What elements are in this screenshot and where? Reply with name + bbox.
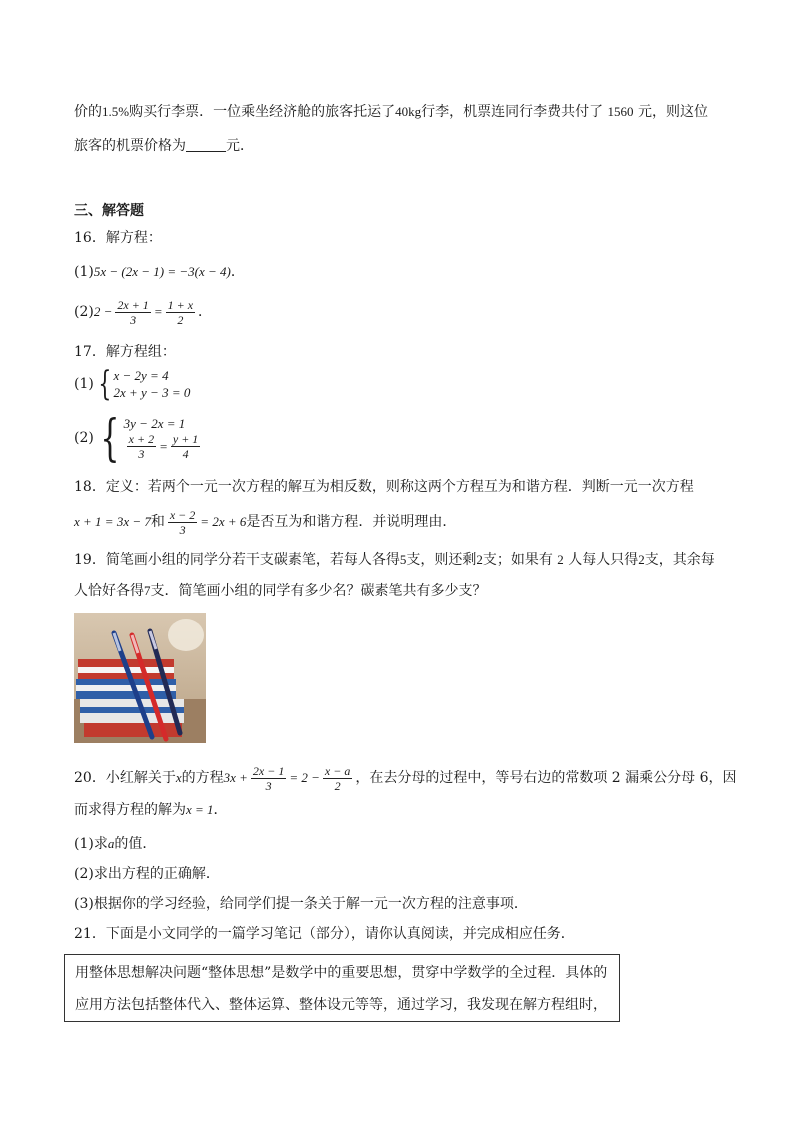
number: 2 xyxy=(557,552,564,567)
equation: x − 2y = 4 xyxy=(113,368,169,383)
q18-line-1: 18．定义：若两个一元一次方程的解互为相反数，则称这两个方程互为和谐方程．判断一元一次方程 xyxy=(74,479,694,495)
text: 支，则还剩 xyxy=(406,552,477,568)
fraction xyxy=(115,298,150,327)
denominator: 3 xyxy=(265,778,272,793)
q18-line-2 xyxy=(74,506,456,538)
number: 5 xyxy=(399,552,407,567)
text: ． xyxy=(198,304,213,320)
equation-term: = 2 − xyxy=(289,770,320,785)
text: 支，其余每 xyxy=(644,552,715,568)
text: 而求得方程的解为 xyxy=(74,802,186,818)
variable: x xyxy=(175,770,182,785)
text: 购买行李票．一位乘坐经济舱的旅客托运了 xyxy=(129,104,396,120)
fraction xyxy=(251,764,286,793)
number: 2 xyxy=(476,552,483,567)
left-brace-icon: { xyxy=(98,364,112,404)
q20-line-2 xyxy=(74,800,228,820)
text: 旅客的机票价格为 xyxy=(74,138,186,154)
section-heading: 三、解答题 xyxy=(74,203,144,219)
equation-term: 3x + xyxy=(223,770,248,785)
numerator: y + 1 xyxy=(172,432,199,446)
text: ． xyxy=(213,802,228,818)
text: 人每人只得 xyxy=(568,552,639,568)
numerator: x + 2 xyxy=(128,432,155,446)
denominator: 4 xyxy=(182,447,189,461)
denominator: 3 xyxy=(179,522,186,537)
part-label: (2) xyxy=(74,430,94,446)
part-label: (1) xyxy=(74,376,94,392)
percent-value: 1.5% xyxy=(102,104,130,119)
left-brace-icon: { xyxy=(100,409,120,467)
text: 和 xyxy=(150,514,165,530)
text: ． xyxy=(230,264,245,280)
intro-line-2 xyxy=(74,136,254,156)
fraction xyxy=(323,764,352,793)
q20-part-2: (2)求出方程的正确解． xyxy=(74,866,220,882)
part-label: (1) xyxy=(74,264,94,280)
equation-term: 2 − xyxy=(93,304,113,319)
equals-sign: = xyxy=(153,304,163,319)
text: 的值． xyxy=(114,836,157,852)
fraction xyxy=(127,432,156,461)
intro-line-1 xyxy=(74,102,708,122)
part-label: (2) xyxy=(74,304,94,320)
fraction xyxy=(166,298,195,327)
q20-part-1 xyxy=(74,834,156,854)
text: 人恰好各得 xyxy=(74,583,144,599)
number: 2 xyxy=(638,552,645,567)
text: 是否互为和谐方程．并说明理由． xyxy=(246,514,457,530)
answer-blank xyxy=(186,137,226,152)
pens-photo-icon xyxy=(74,613,206,743)
note-box xyxy=(64,954,620,1022)
q16-stem: 16．解方程： xyxy=(74,230,162,246)
q17-part-2 xyxy=(74,410,203,466)
equation: 3y − 2x = 1 xyxy=(123,416,186,431)
numerator: x − a xyxy=(324,763,351,778)
q16-part-1 xyxy=(74,262,245,282)
text: 支；如果有 xyxy=(482,552,553,568)
numerator: 2x − 1 xyxy=(252,763,285,778)
fraction xyxy=(168,508,197,537)
denominator: 3 xyxy=(130,312,137,327)
equation: x = 1 xyxy=(186,802,214,817)
weight-value: 40kg xyxy=(395,104,422,119)
equation: 5x − (2x − 1) = −3(x − 4) xyxy=(93,264,231,279)
price-value: 1560 xyxy=(607,104,634,119)
q20-line-1 xyxy=(74,762,737,794)
text: 19．简笔画小组的同学分若干支碳素笔，若每人各得 xyxy=(74,552,400,568)
denominator: 2 xyxy=(177,312,184,327)
q16-part-2 xyxy=(74,296,212,328)
numerator: 2x + 1 xyxy=(117,297,149,312)
text: 20．小红解关于 xyxy=(74,770,176,786)
text: 支．简笔画小组的同学有多少名？碳素笔共有多少支？ xyxy=(150,583,487,599)
numerator: x − 2 xyxy=(169,507,196,522)
q17-part-1 xyxy=(74,366,190,402)
note-line-1: 用整体思想解决问题“整体思想”是数学中的重要思想，贯穿中学数学的全过程．具体的 xyxy=(75,965,608,981)
q19-line-1 xyxy=(74,550,715,570)
text: 价的 xyxy=(74,104,102,120)
text: 元． xyxy=(226,138,254,154)
q20-part-3: (3)根据你的学习经验，给同学们提一条关于解一元一次方程的注意事项． xyxy=(74,896,528,912)
denominator: 3 xyxy=(138,447,145,461)
q19-line-2 xyxy=(74,581,487,601)
denominator: 2 xyxy=(334,778,341,793)
equation: = 2x + 6 xyxy=(200,514,247,529)
q17-stem: 17．解方程组： xyxy=(74,344,176,360)
q21-stem: 21．下面是小文同学的一篇学习笔记（部分），请你认真阅读，并完成相应任务． xyxy=(74,926,575,942)
text: (1)求 xyxy=(74,836,108,852)
text: ，在去分母的过程中，等号右边的常数项 2 漏乘公分母 6，因 xyxy=(355,770,737,786)
equation-system xyxy=(94,409,203,467)
numerator: 1 + x xyxy=(167,297,194,312)
fraction xyxy=(171,432,200,461)
pens-photo xyxy=(74,613,206,743)
number: 7 xyxy=(144,583,151,598)
text: 行李，机票连同行李费共付了 xyxy=(421,104,604,120)
text: 元，则这位 xyxy=(638,104,708,120)
equation: 2x + y − 3 = 0 xyxy=(113,385,191,400)
equals-sign: = xyxy=(159,439,168,454)
equation: x + 1 = 3x − 7 xyxy=(74,514,151,529)
note-line-2: 应用方法包括整体代入、整体运算、整体设元等等，通过学习，我发现在解方程组时， xyxy=(75,997,607,1013)
text: 的方程 xyxy=(181,770,224,786)
variable: a xyxy=(107,836,115,851)
equation-system xyxy=(94,364,191,404)
